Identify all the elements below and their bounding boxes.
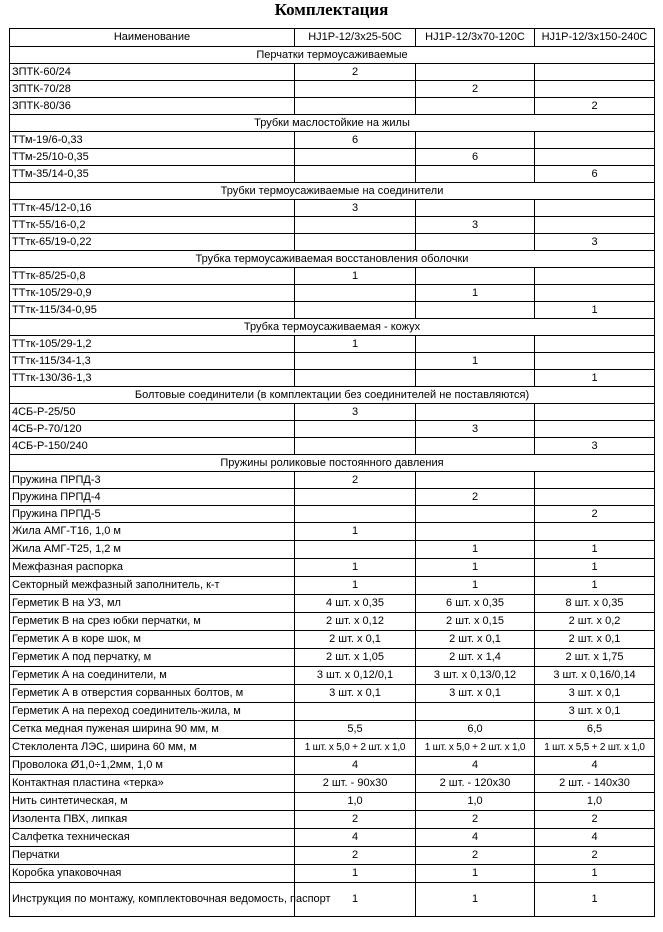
section-header-row — [10, 387, 655, 404]
table-row — [10, 81, 655, 98]
table-row — [10, 523, 655, 541]
item-quantity — [535, 404, 655, 421]
item-name: Перчатки — [10, 847, 295, 865]
item-quantity: 3 шт. х 0,13/0,12 — [416, 667, 535, 685]
item-quantity — [416, 166, 535, 183]
item-quantity: 3 — [295, 200, 416, 217]
item-quantity: 3 шт. х 0,1 — [416, 685, 535, 703]
item-name: Межфазная распорка — [10, 559, 295, 577]
table-row — [10, 865, 655, 883]
item-name: ТТтк-105/29-0,9 — [10, 285, 295, 302]
item-name: Проволока Ø1,0÷1,2мм, 1,0 м — [10, 757, 295, 775]
item-quantity: 6 шт. х 0,35 — [416, 595, 535, 613]
table-row — [10, 757, 655, 775]
item-quantity: 2 — [416, 489, 535, 506]
item-name: Сетка медная пуженая ширина 90 мм, м — [10, 721, 295, 739]
item-quantity — [295, 421, 416, 438]
table-row — [10, 336, 655, 353]
item-name: ТТм-25/10-0,35 — [10, 149, 295, 166]
table-row — [10, 595, 655, 613]
item-name: Жила АМГ-Т25, 1,2 м — [10, 541, 295, 559]
item-quantity — [416, 64, 535, 81]
item-quantity: 5,5 — [295, 721, 416, 739]
table-row — [10, 631, 655, 649]
table-row — [10, 200, 655, 217]
item-quantity: 2 шт. - 90х30 — [295, 775, 416, 793]
item-quantity — [295, 353, 416, 370]
item-name: ЗПТК-80/36 — [10, 98, 295, 115]
item-name: ТТтк-130/36-1,3 — [10, 370, 295, 387]
item-quantity — [295, 285, 416, 302]
item-quantity — [535, 268, 655, 285]
item-quantity: 3 шт. х 0,1 — [535, 703, 655, 721]
item-name: Изолента ПВХ, липкая — [10, 811, 295, 829]
section-title: Трубки термоусаживаемые на соединители — [10, 183, 655, 200]
item-quantity: 2 шт. х 0,1 — [295, 631, 416, 649]
item-quantity: 4 шт. х 0,35 — [295, 595, 416, 613]
table-row — [10, 613, 655, 631]
item-quantity — [535, 200, 655, 217]
item-name: 4СБ-Р-150/240 — [10, 438, 295, 455]
item-name: ТТтк-65/19-0,22 — [10, 234, 295, 251]
item-quantity — [416, 200, 535, 217]
section-title: Трубка термоусаживаемая - кожух — [10, 319, 655, 336]
item-name: Герметик А в коре шок, м — [10, 631, 295, 649]
table-row — [10, 234, 655, 251]
item-name: Герметик В на срез юбки перчатки, м — [10, 613, 295, 631]
item-quantity: 2 — [535, 506, 655, 523]
item-quantity: 4 — [295, 757, 416, 775]
table-row — [10, 506, 655, 523]
item-name: Инструкция по монтажу, комплектовочная ведомость, паспорт — [10, 883, 295, 917]
table-row — [10, 685, 655, 703]
table-row — [10, 667, 655, 685]
table-row — [10, 302, 655, 319]
item-quantity — [416, 472, 535, 489]
item-name: ЗПТК-60/24 — [10, 64, 295, 81]
item-name: Герметик В на УЗ, мл — [10, 595, 295, 613]
section-header-row — [10, 251, 655, 268]
table-row — [10, 541, 655, 559]
item-quantity — [535, 421, 655, 438]
item-quantity: 1 — [295, 865, 416, 883]
item-quantity: 1 шт. х 5,0 + 2 шт. х 1,0 — [416, 739, 535, 757]
item-quantity: 1 — [295, 559, 416, 577]
item-quantity: 1 — [535, 541, 655, 559]
item-quantity: 2 — [295, 811, 416, 829]
table-row — [10, 793, 655, 811]
item-name: Пружина ПРПД-3 — [10, 472, 295, 489]
item-quantity: 2 — [295, 472, 416, 489]
column-header: HJ1P-12/3x70-120C — [416, 29, 535, 47]
item-name: ЗПТК-70/28 — [10, 81, 295, 98]
item-quantity: 3 шт. х 0,12/0,1 — [295, 667, 416, 685]
item-quantity — [535, 472, 655, 489]
item-quantity: 1 — [416, 883, 535, 917]
table-row — [10, 217, 655, 234]
item-quantity: 3 — [535, 438, 655, 455]
item-name: ТТтк-105/29-1,2 — [10, 336, 295, 353]
item-quantity: 3 шт. х 0,16/0,14 — [535, 667, 655, 685]
column-header: Наименование — [10, 29, 295, 47]
item-name: Жила АМГ-Т16, 1,0 м — [10, 523, 295, 541]
item-name: Салфетка техническая — [10, 829, 295, 847]
item-quantity: 1 — [295, 883, 416, 917]
section-header-row — [10, 115, 655, 132]
item-quantity: 1 — [416, 865, 535, 883]
table-row — [10, 370, 655, 387]
section-title: Трубки маслостойкие на жилы — [10, 115, 655, 132]
item-quantity — [295, 370, 416, 387]
item-quantity: 2 — [535, 847, 655, 865]
table-row — [10, 421, 655, 438]
item-quantity: 2 шт. х 0,1 — [535, 631, 655, 649]
item-quantity — [535, 353, 655, 370]
item-quantity: 3 — [416, 217, 535, 234]
item-quantity: 3 шт. х 0,1 — [535, 685, 655, 703]
item-quantity: 2 — [416, 847, 535, 865]
item-quantity — [416, 132, 535, 149]
table-row — [10, 649, 655, 667]
item-quantity — [416, 336, 535, 353]
table-row — [10, 883, 655, 917]
item-quantity — [295, 81, 416, 98]
item-name: Герметик А на соединители, м — [10, 667, 295, 685]
item-quantity — [535, 64, 655, 81]
item-quantity: 2 шт. х 1,75 — [535, 649, 655, 667]
item-quantity: 1 — [416, 285, 535, 302]
item-quantity: 3 — [416, 421, 535, 438]
item-quantity: 1 — [535, 883, 655, 917]
table-row — [10, 98, 655, 115]
item-quantity: 2 — [535, 811, 655, 829]
table-row — [10, 847, 655, 865]
item-name: Пружина ПРПД-5 — [10, 506, 295, 523]
section-title: Болтовые соединители (в комплектации без соединителей не поставляются) — [10, 387, 655, 404]
table-row — [10, 775, 655, 793]
item-quantity: 2 шт. х 0,12 — [295, 613, 416, 631]
item-quantity: 1 — [535, 559, 655, 577]
item-quantity: 8 шт. х 0,35 — [535, 595, 655, 613]
table-row — [10, 285, 655, 302]
table-row — [10, 149, 655, 166]
table-row — [10, 703, 655, 721]
item-name: Герметик А на переход соединитель-жила, м — [10, 703, 295, 721]
item-quantity: 1 — [416, 559, 535, 577]
table-row — [10, 472, 655, 489]
item-quantity — [295, 166, 416, 183]
column-header: HJ1P-12/3x25-50C — [295, 29, 416, 47]
item-quantity: 2 шт. х 0,2 — [535, 613, 655, 631]
item-quantity — [535, 132, 655, 149]
item-quantity — [416, 98, 535, 115]
item-quantity: 6 — [416, 149, 535, 166]
item-name: ТТтк-85/25-0,8 — [10, 268, 295, 285]
item-quantity: 2 шт. - 120х30 — [416, 775, 535, 793]
section-title: Пружины роликовые постоянного давления — [10, 455, 655, 472]
item-quantity: 1 шт. х 5,0 + 2 шт. х 1,0 — [295, 739, 416, 757]
item-quantity: 1 — [416, 541, 535, 559]
item-quantity: 6 — [535, 166, 655, 183]
table-row — [10, 811, 655, 829]
table-row — [10, 268, 655, 285]
table-row — [10, 353, 655, 370]
item-quantity: 4 — [416, 757, 535, 775]
item-quantity: 6,0 — [416, 721, 535, 739]
item-quantity: 1 — [535, 865, 655, 883]
section-title: Трубка термоусаживаемая восстановления оболочки — [10, 251, 655, 268]
item-name: ТТм-35/14-0,35 — [10, 166, 295, 183]
item-quantity: 2 — [416, 81, 535, 98]
item-quantity: 2 — [295, 847, 416, 865]
item-quantity — [295, 302, 416, 319]
table-row — [10, 721, 655, 739]
item-quantity — [295, 489, 416, 506]
item-quantity — [535, 285, 655, 302]
item-quantity: 1,0 — [535, 793, 655, 811]
item-quantity: 1,0 — [416, 793, 535, 811]
item-name: 4СБ-Р-70/120 — [10, 421, 295, 438]
item-quantity: 3 — [535, 234, 655, 251]
item-quantity — [295, 234, 416, 251]
item-quantity: 1 — [295, 336, 416, 353]
table-row — [10, 559, 655, 577]
header-row — [10, 29, 655, 47]
item-quantity: 1 — [295, 523, 416, 541]
item-name: ТТтк-55/16-0,2 — [10, 217, 295, 234]
item-quantity: 1,0 — [295, 793, 416, 811]
item-quantity: 6,5 — [535, 721, 655, 739]
item-quantity — [535, 523, 655, 541]
item-quantity: 1 — [295, 268, 416, 285]
page-title: Комплектация — [274, 0, 389, 19]
item-quantity: 2 шт. х 0,15 — [416, 613, 535, 631]
item-quantity — [416, 523, 535, 541]
item-quantity: 1 шт. х 5,5 + 2 шт. х 1,0 — [535, 739, 655, 757]
item-name: 4СБ-Р-25/50 — [10, 404, 295, 421]
kit-contents-table — [9, 28, 655, 917]
item-name: ТТм-19/6-0,33 — [10, 132, 295, 149]
item-quantity: 4 — [535, 829, 655, 847]
item-quantity — [295, 541, 416, 559]
item-name: Контактная пластина «терка» — [10, 775, 295, 793]
item-quantity: 3 шт. х 0,1 — [295, 685, 416, 703]
item-name: Герметик А под перчатку, м — [10, 649, 295, 667]
item-quantity — [416, 234, 535, 251]
item-name: Герметик А в отверстия сорванных болтов, м — [10, 685, 295, 703]
item-name: Коробка упаковочная — [10, 865, 295, 883]
item-name: ТТтк-115/34-1,3 — [10, 353, 295, 370]
item-quantity — [535, 81, 655, 98]
item-quantity — [535, 217, 655, 234]
item-name: ТТтк-45/12-0,16 — [10, 200, 295, 217]
item-quantity — [295, 149, 416, 166]
item-quantity: 1 — [295, 577, 416, 595]
table-row — [10, 438, 655, 455]
item-quantity — [535, 489, 655, 506]
table-row — [10, 577, 655, 595]
item-quantity: 4 — [416, 829, 535, 847]
item-name: Стеклолента ЛЭС, ширина 60 мм, м — [10, 739, 295, 757]
item-quantity — [416, 703, 535, 721]
item-quantity — [416, 404, 535, 421]
item-quantity — [416, 506, 535, 523]
table-row — [10, 739, 655, 757]
item-quantity — [416, 370, 535, 387]
item-quantity: 1 — [535, 577, 655, 595]
item-quantity: 1 — [535, 370, 655, 387]
item-quantity: 2 шт. - 140х30 — [535, 775, 655, 793]
item-quantity: 2 шт. х 1,05 — [295, 649, 416, 667]
item-quantity: 4 — [535, 757, 655, 775]
section-title: Перчатки термоусаживаемые — [10, 47, 655, 64]
table-row — [10, 166, 655, 183]
item-quantity — [295, 703, 416, 721]
item-quantity — [416, 438, 535, 455]
table-row — [10, 489, 655, 506]
item-quantity — [295, 217, 416, 234]
section-header-row — [10, 319, 655, 336]
item-quantity — [295, 98, 416, 115]
item-quantity: 2 — [535, 98, 655, 115]
item-quantity: 2 — [295, 64, 416, 81]
item-quantity: 1 — [416, 353, 535, 370]
section-header-row — [10, 455, 655, 472]
section-header-row — [10, 183, 655, 200]
item-quantity: 3 — [295, 404, 416, 421]
item-quantity — [535, 149, 655, 166]
item-name: ТТтк-115/34-0,95 — [10, 302, 295, 319]
item-name: Нить синтетическая, м — [10, 793, 295, 811]
table-row — [10, 404, 655, 421]
item-quantity — [416, 268, 535, 285]
table-body — [10, 29, 655, 917]
section-header-row — [10, 47, 655, 64]
item-name: Пружина ПРПД-4 — [10, 489, 295, 506]
item-quantity — [295, 438, 416, 455]
item-quantity — [416, 302, 535, 319]
item-quantity — [535, 336, 655, 353]
column-header: HJ1P-12/3x150-240C — [535, 29, 655, 47]
item-quantity: 2 шт. х 1,4 — [416, 649, 535, 667]
item-quantity: 6 — [295, 132, 416, 149]
item-quantity: 1 — [535, 302, 655, 319]
item-quantity: 2 шт. х 0,1 — [416, 631, 535, 649]
item-name: Секторный межфазный заполнитель, к-т — [10, 577, 295, 595]
item-quantity — [295, 506, 416, 523]
table-row — [10, 64, 655, 81]
table-row — [10, 829, 655, 847]
item-quantity: 4 — [295, 829, 416, 847]
table-row — [10, 132, 655, 149]
item-quantity: 1 — [416, 577, 535, 595]
item-quantity: 2 — [416, 811, 535, 829]
